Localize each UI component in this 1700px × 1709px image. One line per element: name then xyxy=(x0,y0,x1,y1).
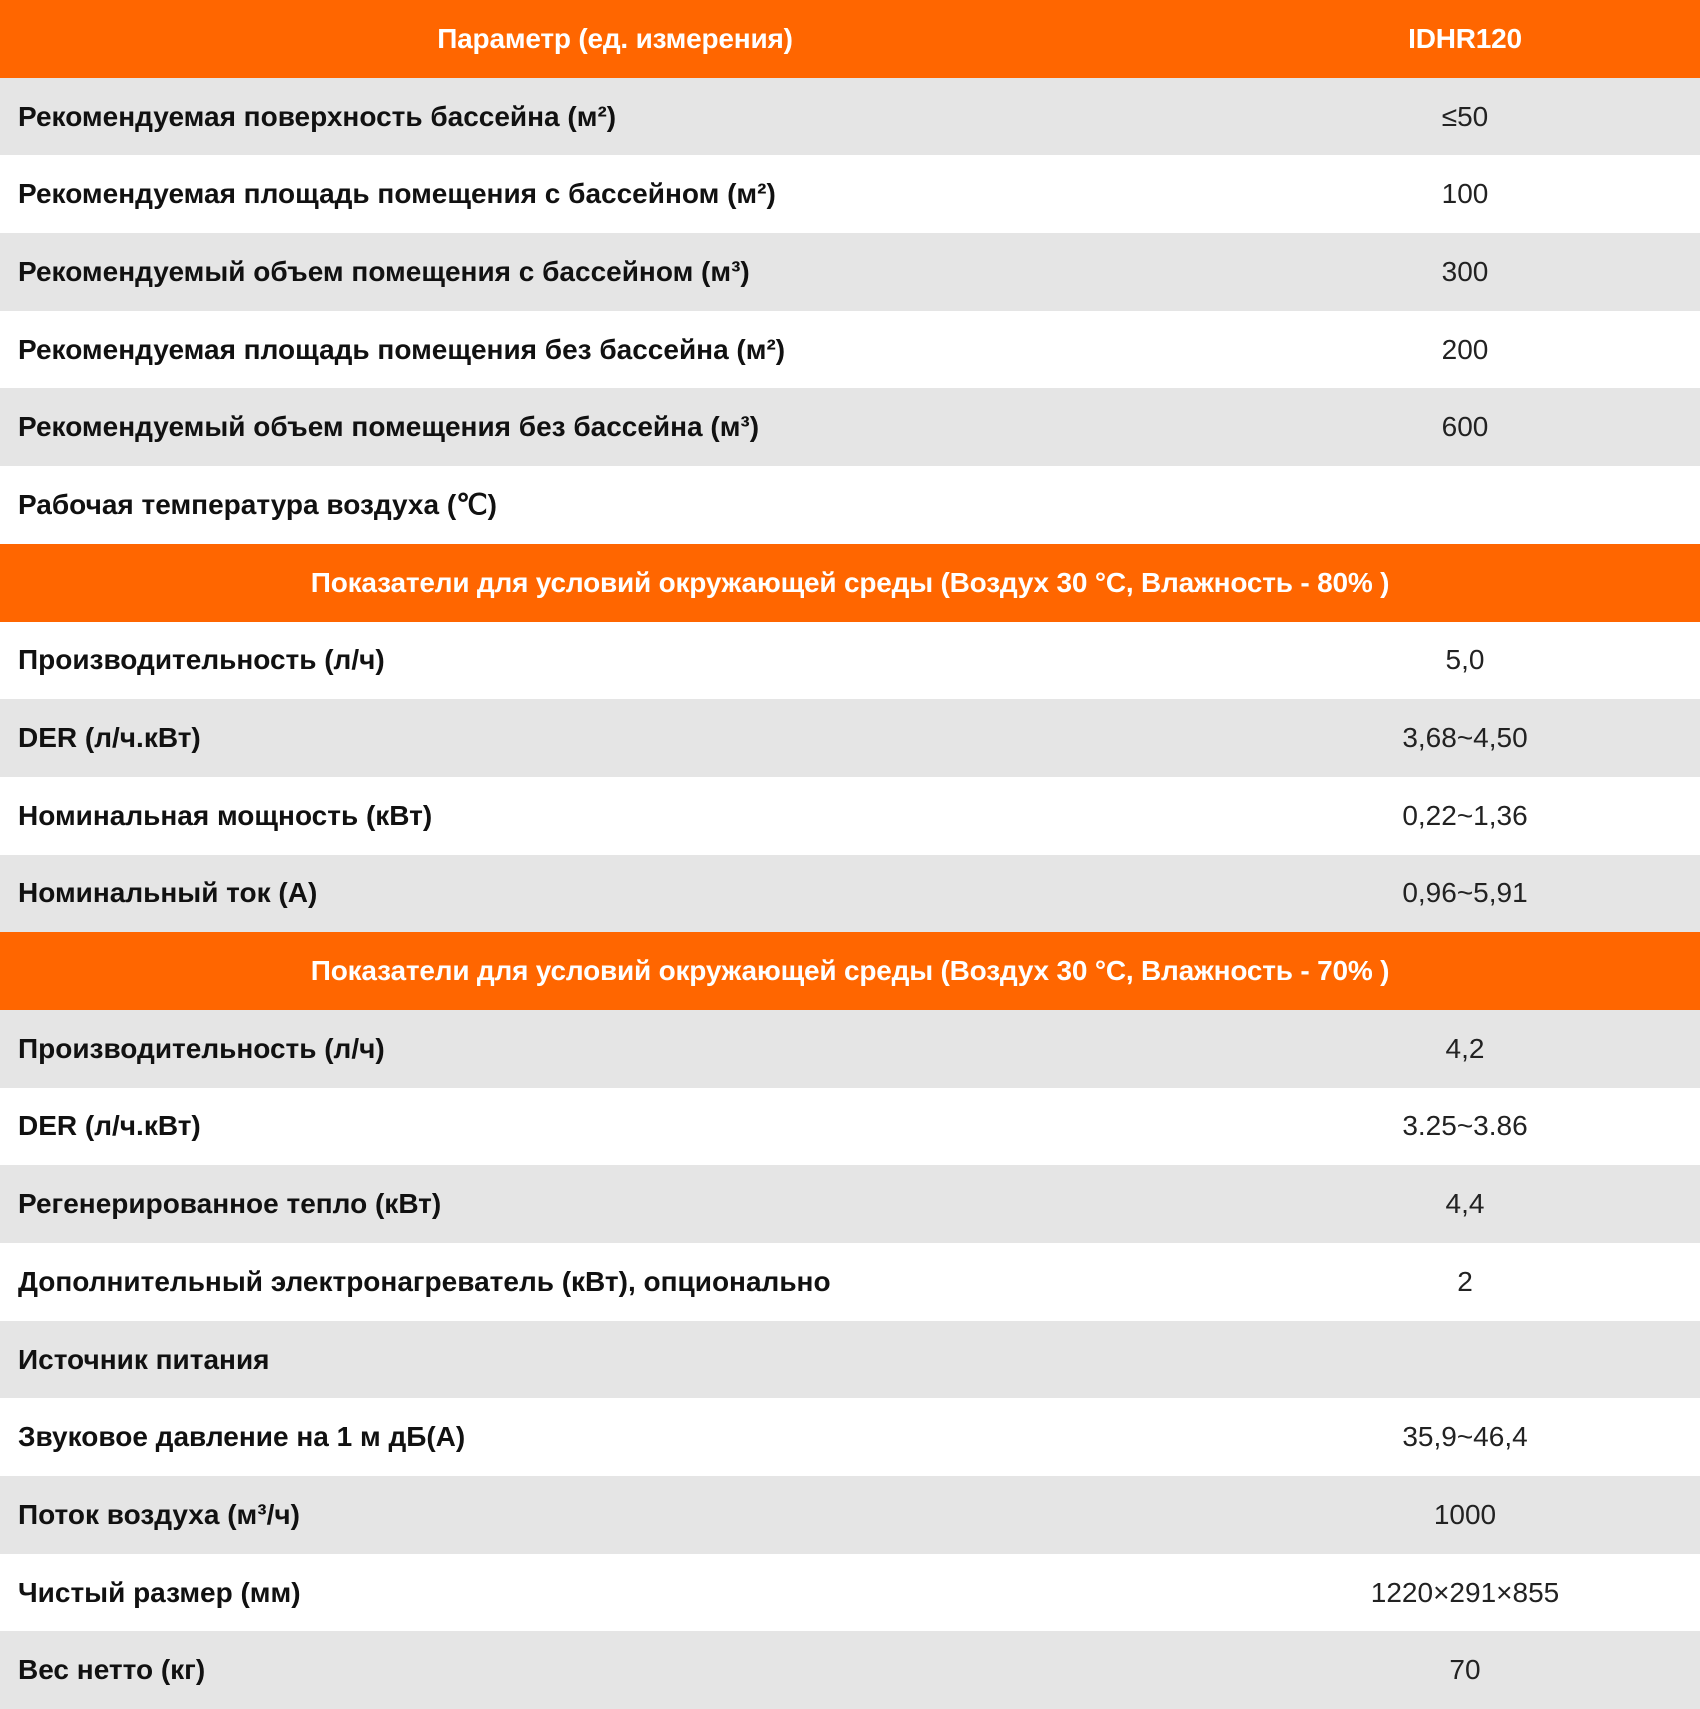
param-label: Производительность (л/ч) xyxy=(0,622,1230,700)
table-row xyxy=(0,1010,1700,1088)
table-row xyxy=(0,1165,1700,1243)
param-label: Номинальный ток (А) xyxy=(0,855,1230,933)
param-label: Рекомендуемый объем помещения с бассейном (м³) xyxy=(0,233,1230,311)
param-value: 300 xyxy=(1230,233,1700,311)
section-title xyxy=(0,544,1700,622)
table-row xyxy=(0,699,1700,777)
param-label: Производительность (л/ч) xyxy=(0,1010,1230,1088)
table-row xyxy=(0,777,1700,855)
section-header-80 xyxy=(0,544,1700,622)
param-value: 600 xyxy=(1230,388,1700,466)
param-label: Дополнительный электронагреватель (кВт), опционально xyxy=(0,1243,1230,1321)
param-label: Источник питания xyxy=(0,1321,1230,1399)
table-row xyxy=(0,311,1700,389)
param-value: 1000 xyxy=(1230,1476,1700,1554)
param-value: 35,9~46,4 xyxy=(1230,1398,1700,1476)
param-label: Регенерированное тепло (кВт) xyxy=(0,1165,1230,1243)
table-row xyxy=(0,1088,1700,1166)
table-row xyxy=(0,1243,1700,1321)
table-row xyxy=(0,155,1700,233)
section-title xyxy=(0,932,1700,1010)
table-row xyxy=(0,1398,1700,1476)
param-value: 2 xyxy=(1230,1243,1700,1321)
table-row xyxy=(0,78,1700,156)
param-label: Чистый размер (мм) xyxy=(0,1554,1230,1632)
table-header-row xyxy=(0,0,1700,78)
table-row xyxy=(0,1631,1700,1709)
param-label: Номинальная мощность (кВт) xyxy=(0,777,1230,855)
table-row xyxy=(0,388,1700,466)
param-value: ≤50 xyxy=(1230,78,1700,156)
table-row xyxy=(0,1554,1700,1632)
param-label: Вес нетто (кг) xyxy=(0,1631,1230,1709)
model-column-header: IDHR120 xyxy=(1230,0,1700,78)
param-label: Поток воздуха (м³/ч) xyxy=(0,1476,1230,1554)
table-row xyxy=(0,1321,1700,1399)
param-value: 4,2 xyxy=(1230,1010,1700,1088)
table-row xyxy=(0,233,1700,311)
param-value xyxy=(1230,1321,1700,1399)
section-title-text: Показатели для условий окружающей среды (Воздух 30 °C, Влажность - 70% ) xyxy=(310,955,1390,987)
param-label: Рекомендуемая площадь помещения с бассейном (м²) xyxy=(0,155,1230,233)
param-label: Звуковое давление на 1 м дБ(А) xyxy=(0,1398,1230,1476)
table-row xyxy=(0,855,1700,933)
param-value: 1220×291×855 xyxy=(1230,1554,1700,1632)
param-value: 5,0 xyxy=(1230,622,1700,700)
param-value: 200 xyxy=(1230,311,1700,389)
table-row xyxy=(0,1476,1700,1554)
param-value: 0,96~5,91 xyxy=(1230,855,1700,933)
param-value: 70 xyxy=(1230,1631,1700,1709)
table-row xyxy=(0,466,1700,544)
param-value: 3.25~3.86 xyxy=(1230,1088,1700,1166)
param-label: Рабочая температура воздуха (℃) xyxy=(0,466,1230,544)
param-label: Рекомендуемый объем помещения без бассейна (м³) xyxy=(0,388,1230,466)
param-value: 4,4 xyxy=(1230,1165,1700,1243)
param-label: DER (л/ч.кВт) xyxy=(0,1088,1230,1166)
table-row xyxy=(0,622,1700,700)
param-column-header: Параметр (ед. измерения) xyxy=(0,0,1230,78)
param-value xyxy=(1230,466,1700,544)
param-value: 100 xyxy=(1230,155,1700,233)
param-value: 0,22~1,36 xyxy=(1230,777,1700,855)
param-label: Рекомендуемая поверхность бассейна (м²) xyxy=(0,78,1230,156)
section-header-70 xyxy=(0,932,1700,1010)
param-label: Рекомендуемая площадь помещения без бассейна (м²) xyxy=(0,311,1230,389)
param-value: 3,68~4,50 xyxy=(1230,699,1700,777)
section-title-text: Показатели для условий окружающей среды (Воздух 30 °C, Влажность - 80% ) xyxy=(310,566,1390,598)
param-label: DER (л/ч.кВт) xyxy=(0,699,1230,777)
